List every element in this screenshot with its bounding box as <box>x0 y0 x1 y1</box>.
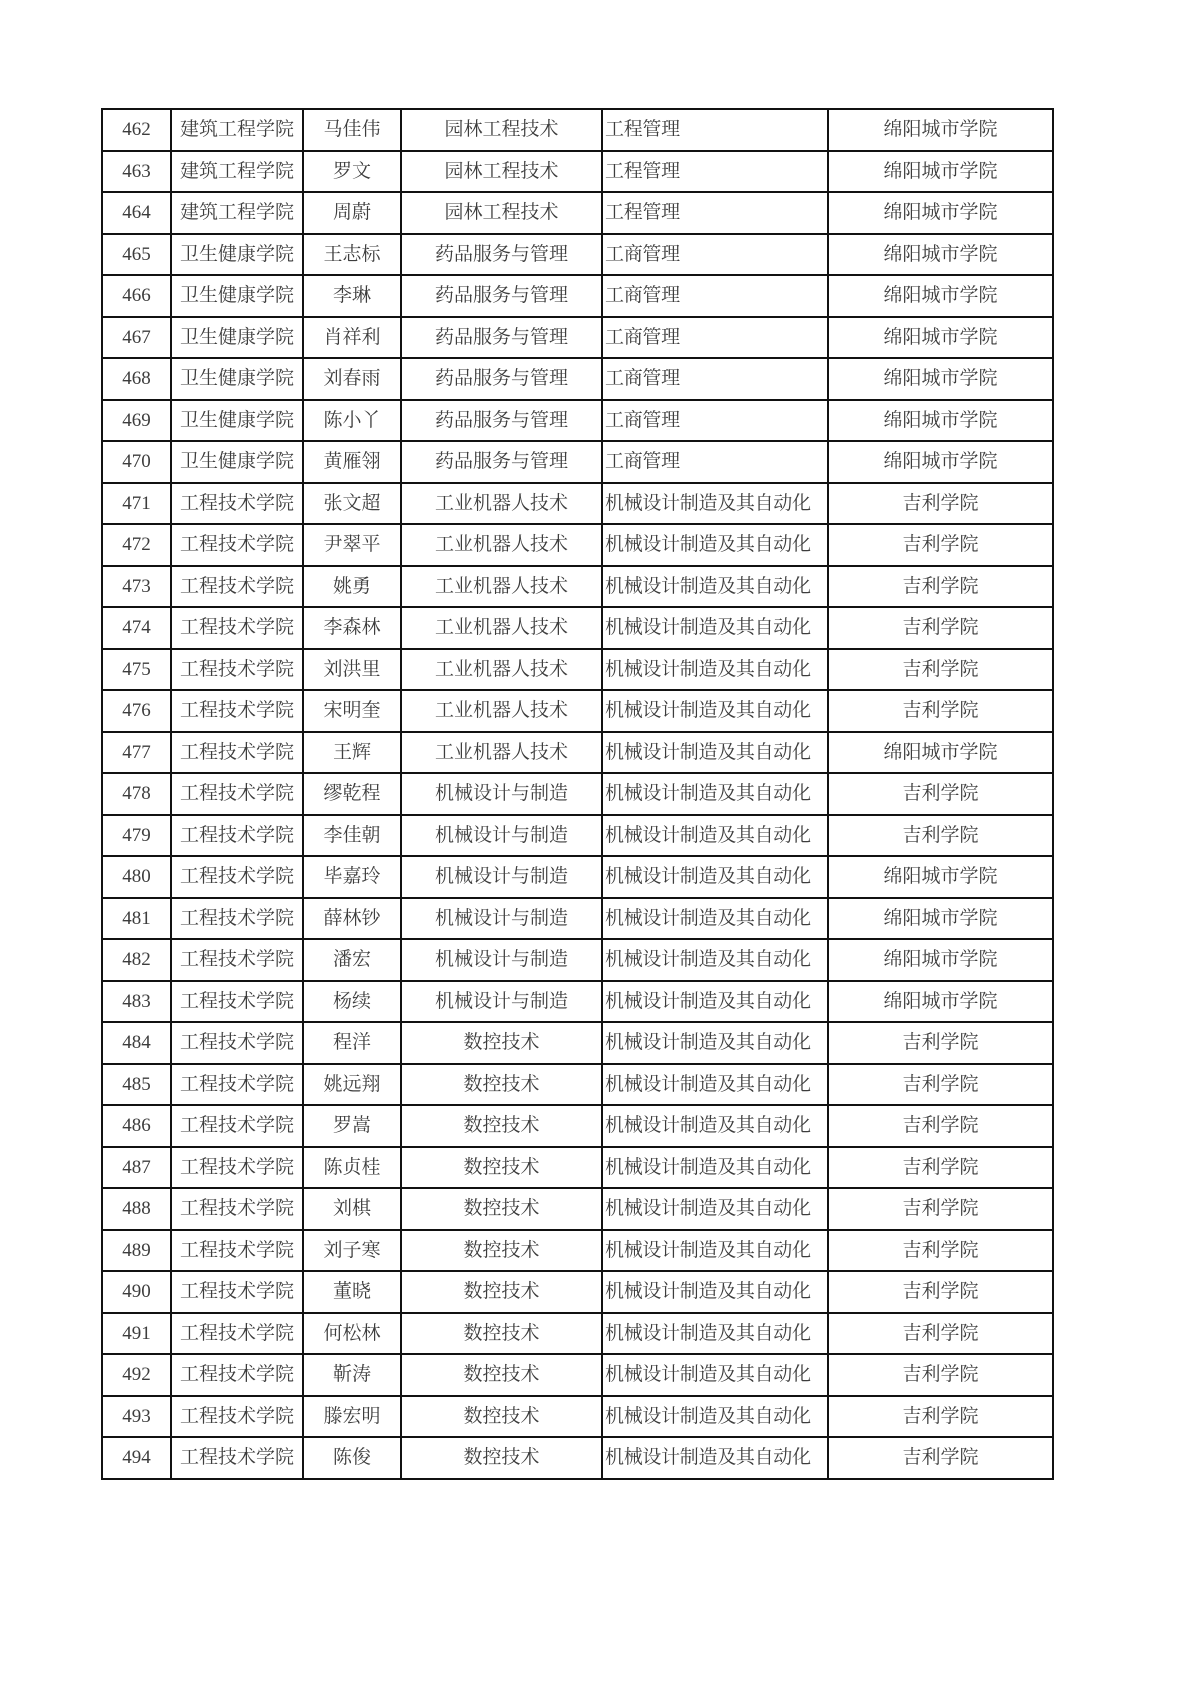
row-number: 492 <box>102 1354 171 1396</box>
target-major-cell: 机械设计制造及其自动化 <box>602 483 828 525</box>
target-major-cell: 机械设计制造及其自动化 <box>602 1354 828 1396</box>
college-cell: 工程技术学院 <box>171 1354 303 1396</box>
table-row <box>102 1230 1053 1272</box>
current-major-cell: 工业机器人技术 <box>401 732 602 774</box>
current-major-cell: 药品服务与管理 <box>401 275 602 317</box>
row-number: 484 <box>102 1022 171 1064</box>
target-school-cell: 绵阳城市学院 <box>828 400 1053 442</box>
current-major-cell: 园林工程技术 <box>401 192 602 234</box>
student-name-cell: 毕嘉玲 <box>303 856 401 898</box>
table-row <box>102 275 1053 317</box>
row-number: 475 <box>102 649 171 691</box>
target-major-cell: 机械设计制造及其自动化 <box>602 856 828 898</box>
row-number: 462 <box>102 109 171 151</box>
row-number: 463 <box>102 151 171 193</box>
target-major-cell: 机械设计制造及其自动化 <box>602 649 828 691</box>
college-cell: 工程技术学院 <box>171 1022 303 1064</box>
student-name-cell: 李佳朝 <box>303 815 401 857</box>
college-cell: 工程技术学院 <box>171 1396 303 1438</box>
target-school-cell: 吉利学院 <box>828 566 1053 608</box>
target-major-cell: 机械设计制造及其自动化 <box>602 1064 828 1106</box>
college-cell: 建筑工程学院 <box>171 109 303 151</box>
row-number: 485 <box>102 1064 171 1106</box>
table-row <box>102 483 1053 525</box>
target-major-cell: 机械设计制造及其自动化 <box>602 732 828 774</box>
row-number: 488 <box>102 1188 171 1230</box>
current-major-cell: 工业机器人技术 <box>401 649 602 691</box>
row-number: 477 <box>102 732 171 774</box>
row-number: 469 <box>102 400 171 442</box>
student-name-cell: 陈俊 <box>303 1437 401 1479</box>
table-row <box>102 1437 1053 1479</box>
college-cell: 工程技术学院 <box>171 939 303 981</box>
student-name-cell: 何松林 <box>303 1313 401 1355</box>
table-row <box>102 317 1053 359</box>
current-major-cell: 数控技术 <box>401 1354 602 1396</box>
target-major-cell: 机械设计制造及其自动化 <box>602 1396 828 1438</box>
current-major-cell: 数控技术 <box>401 1105 602 1147</box>
current-major-cell: 药品服务与管理 <box>401 358 602 400</box>
row-number: 494 <box>102 1437 171 1479</box>
row-number: 466 <box>102 275 171 317</box>
student-name-cell: 董晓 <box>303 1271 401 1313</box>
target-school-cell: 绵阳城市学院 <box>828 981 1053 1023</box>
college-cell: 建筑工程学院 <box>171 192 303 234</box>
table-row <box>102 441 1053 483</box>
table-row <box>102 649 1053 691</box>
current-major-cell: 园林工程技术 <box>401 109 602 151</box>
row-number: 489 <box>102 1230 171 1272</box>
current-major-cell: 机械设计与制造 <box>401 981 602 1023</box>
target-school-cell: 绵阳城市学院 <box>828 441 1053 483</box>
college-cell: 工程技术学院 <box>171 483 303 525</box>
table-row <box>102 898 1053 940</box>
student-name-cell: 罗文 <box>303 151 401 193</box>
target-major-cell: 工商管理 <box>602 234 828 276</box>
college-cell: 工程技术学院 <box>171 1064 303 1106</box>
student-name-cell: 黄雁翎 <box>303 441 401 483</box>
target-school-cell: 绵阳城市学院 <box>828 151 1053 193</box>
college-cell: 卫生健康学院 <box>171 275 303 317</box>
college-cell: 工程技术学院 <box>171 1105 303 1147</box>
table-row <box>102 690 1053 732</box>
row-number: 464 <box>102 192 171 234</box>
target-major-cell: 工商管理 <box>602 400 828 442</box>
row-number: 476 <box>102 690 171 732</box>
target-school-cell: 吉利学院 <box>828 1230 1053 1272</box>
target-major-cell: 工商管理 <box>602 441 828 483</box>
student-name-cell: 滕宏明 <box>303 1396 401 1438</box>
target-school-cell: 吉利学院 <box>828 1064 1053 1106</box>
target-school-cell: 吉利学院 <box>828 1188 1053 1230</box>
table-row <box>102 815 1053 857</box>
target-school-cell: 吉利学院 <box>828 1271 1053 1313</box>
row-number: 472 <box>102 524 171 566</box>
college-cell: 工程技术学院 <box>171 566 303 608</box>
row-number: 490 <box>102 1271 171 1313</box>
row-number: 474 <box>102 607 171 649</box>
row-number: 479 <box>102 815 171 857</box>
target-school-cell: 绵阳城市学院 <box>828 109 1053 151</box>
target-school-cell: 吉利学院 <box>828 1022 1053 1064</box>
student-name-cell: 李琳 <box>303 275 401 317</box>
target-major-cell: 机械设计制造及其自动化 <box>602 1437 828 1479</box>
table-row <box>102 151 1053 193</box>
table-row <box>102 1396 1053 1438</box>
target-major-cell: 工商管理 <box>602 317 828 359</box>
target-school-cell: 吉利学院 <box>828 773 1053 815</box>
row-number: 471 <box>102 483 171 525</box>
student-name-cell: 尹翠平 <box>303 524 401 566</box>
target-school-cell: 吉利学院 <box>828 649 1053 691</box>
row-number: 481 <box>102 898 171 940</box>
current-major-cell: 机械设计与制造 <box>401 815 602 857</box>
target-major-cell: 工商管理 <box>602 275 828 317</box>
target-school-cell: 吉利学院 <box>828 1105 1053 1147</box>
target-school-cell: 吉利学院 <box>828 607 1053 649</box>
table-row <box>102 192 1053 234</box>
target-school-cell: 吉利学院 <box>828 1354 1053 1396</box>
table-row <box>102 1271 1053 1313</box>
row-number: 482 <box>102 939 171 981</box>
row-number: 483 <box>102 981 171 1023</box>
college-cell: 工程技术学院 <box>171 856 303 898</box>
target-major-cell: 机械设计制造及其自动化 <box>602 939 828 981</box>
college-cell: 工程技术学院 <box>171 524 303 566</box>
current-major-cell: 工业机器人技术 <box>401 607 602 649</box>
current-major-cell: 机械设计与制造 <box>401 898 602 940</box>
current-major-cell: 药品服务与管理 <box>401 441 602 483</box>
target-school-cell: 吉利学院 <box>828 1437 1053 1479</box>
college-cell: 卫生健康学院 <box>171 358 303 400</box>
target-school-cell: 吉利学院 <box>828 1147 1053 1189</box>
college-cell: 工程技术学院 <box>171 649 303 691</box>
table-row <box>102 1313 1053 1355</box>
target-school-cell: 吉利学院 <box>828 524 1053 566</box>
row-number: 467 <box>102 317 171 359</box>
row-number: 480 <box>102 856 171 898</box>
table-row <box>102 773 1053 815</box>
target-major-cell: 机械设计制造及其自动化 <box>602 1313 828 1355</box>
target-major-cell: 工商管理 <box>602 358 828 400</box>
current-major-cell: 数控技术 <box>401 1230 602 1272</box>
target-major-cell: 工程管理 <box>602 109 828 151</box>
student-name-cell: 王志标 <box>303 234 401 276</box>
current-major-cell: 工业机器人技术 <box>401 524 602 566</box>
table-row <box>102 358 1053 400</box>
college-cell: 工程技术学院 <box>171 732 303 774</box>
table-row <box>102 1022 1053 1064</box>
target-major-cell: 机械设计制造及其自动化 <box>602 898 828 940</box>
student-name-cell: 刘春雨 <box>303 358 401 400</box>
table-row <box>102 1188 1053 1230</box>
student-name-cell: 缪乾程 <box>303 773 401 815</box>
college-cell: 工程技术学院 <box>171 1230 303 1272</box>
current-major-cell: 园林工程技术 <box>401 151 602 193</box>
current-major-cell: 数控技术 <box>401 1188 602 1230</box>
student-name-cell: 宋明奎 <box>303 690 401 732</box>
college-cell: 工程技术学院 <box>171 898 303 940</box>
current-major-cell: 机械设计与制造 <box>401 856 602 898</box>
target-major-cell: 工程管理 <box>602 151 828 193</box>
target-major-cell: 机械设计制造及其自动化 <box>602 815 828 857</box>
college-cell: 卫生健康学院 <box>171 400 303 442</box>
target-school-cell: 绵阳城市学院 <box>828 358 1053 400</box>
table-row <box>102 939 1053 981</box>
table-row <box>102 109 1053 151</box>
target-school-cell: 吉利学院 <box>828 483 1053 525</box>
row-number: 486 <box>102 1105 171 1147</box>
student-name-cell: 张文超 <box>303 483 401 525</box>
target-school-cell: 绵阳城市学院 <box>828 234 1053 276</box>
target-major-cell: 机械设计制造及其自动化 <box>602 566 828 608</box>
college-cell: 工程技术学院 <box>171 607 303 649</box>
current-major-cell: 数控技术 <box>401 1396 602 1438</box>
row-number: 493 <box>102 1396 171 1438</box>
student-name-cell: 刘棋 <box>303 1188 401 1230</box>
row-number: 478 <box>102 773 171 815</box>
table-row <box>102 566 1053 608</box>
row-number: 470 <box>102 441 171 483</box>
student-name-cell: 姚勇 <box>303 566 401 608</box>
current-major-cell: 药品服务与管理 <box>401 400 602 442</box>
table-row <box>102 1064 1053 1106</box>
table-row <box>102 1354 1053 1396</box>
student-name-cell: 姚远翔 <box>303 1064 401 1106</box>
student-name-cell: 周蔚 <box>303 192 401 234</box>
target-school-cell: 绵阳城市学院 <box>828 192 1053 234</box>
current-major-cell: 工业机器人技术 <box>401 483 602 525</box>
row-number: 473 <box>102 566 171 608</box>
student-roster-table <box>101 108 1054 1480</box>
table-row <box>102 524 1053 566</box>
target-major-cell: 机械设计制造及其自动化 <box>602 524 828 566</box>
college-cell: 卫生健康学院 <box>171 234 303 276</box>
target-school-cell: 绵阳城市学院 <box>828 898 1053 940</box>
current-major-cell: 机械设计与制造 <box>401 773 602 815</box>
student-name-cell: 肖祥利 <box>303 317 401 359</box>
student-name-cell: 陈小丫 <box>303 400 401 442</box>
table-row <box>102 1147 1053 1189</box>
table-row <box>102 981 1053 1023</box>
target-school-cell: 绵阳城市学院 <box>828 856 1053 898</box>
current-major-cell: 药品服务与管理 <box>401 317 602 359</box>
student-name-cell: 程洋 <box>303 1022 401 1064</box>
current-major-cell: 数控技术 <box>401 1271 602 1313</box>
target-major-cell: 机械设计制造及其自动化 <box>602 1022 828 1064</box>
college-cell: 工程技术学院 <box>171 690 303 732</box>
table-row <box>102 856 1053 898</box>
student-name-cell: 王辉 <box>303 732 401 774</box>
table-row <box>102 234 1053 276</box>
student-name-cell: 潘宏 <box>303 939 401 981</box>
target-major-cell: 机械设计制造及其自动化 <box>602 1105 828 1147</box>
student-name-cell: 靳涛 <box>303 1354 401 1396</box>
target-school-cell: 绵阳城市学院 <box>828 732 1053 774</box>
current-major-cell: 工业机器人技术 <box>401 566 602 608</box>
student-name-cell: 陈贞桂 <box>303 1147 401 1189</box>
college-cell: 工程技术学院 <box>171 1147 303 1189</box>
target-major-cell: 机械设计制造及其自动化 <box>602 690 828 732</box>
student-name-cell: 薛林钞 <box>303 898 401 940</box>
student-name-cell: 李森林 <box>303 607 401 649</box>
current-major-cell: 工业机器人技术 <box>401 690 602 732</box>
student-name-cell: 刘子寒 <box>303 1230 401 1272</box>
target-school-cell: 绵阳城市学院 <box>828 939 1053 981</box>
college-cell: 工程技术学院 <box>171 1188 303 1230</box>
table-row <box>102 732 1053 774</box>
target-major-cell: 机械设计制造及其自动化 <box>602 773 828 815</box>
current-major-cell: 数控技术 <box>401 1313 602 1355</box>
target-school-cell: 绵阳城市学院 <box>828 275 1053 317</box>
target-school-cell: 吉利学院 <box>828 690 1053 732</box>
roster-body <box>102 109 1053 1479</box>
student-name-cell: 杨续 <box>303 981 401 1023</box>
college-cell: 工程技术学院 <box>171 1271 303 1313</box>
current-major-cell: 机械设计与制造 <box>401 939 602 981</box>
current-major-cell: 药品服务与管理 <box>401 234 602 276</box>
current-major-cell: 数控技术 <box>401 1022 602 1064</box>
college-cell: 工程技术学院 <box>171 815 303 857</box>
college-cell: 工程技术学院 <box>171 981 303 1023</box>
target-school-cell: 绵阳城市学院 <box>828 317 1053 359</box>
target-major-cell: 工程管理 <box>602 192 828 234</box>
student-name-cell: 马佳伟 <box>303 109 401 151</box>
table-row <box>102 607 1053 649</box>
table-row <box>102 1105 1053 1147</box>
row-number: 491 <box>102 1313 171 1355</box>
target-school-cell: 吉利学院 <box>828 815 1053 857</box>
current-major-cell: 数控技术 <box>401 1064 602 1106</box>
current-major-cell: 数控技术 <box>401 1147 602 1189</box>
target-major-cell: 机械设计制造及其自动化 <box>602 1271 828 1313</box>
college-cell: 工程技术学院 <box>171 1437 303 1479</box>
college-cell: 建筑工程学院 <box>171 151 303 193</box>
target-school-cell: 吉利学院 <box>828 1313 1053 1355</box>
row-number: 487 <box>102 1147 171 1189</box>
college-cell: 卫生健康学院 <box>171 441 303 483</box>
target-major-cell: 机械设计制造及其自动化 <box>602 1188 828 1230</box>
target-school-cell: 吉利学院 <box>828 1396 1053 1438</box>
college-cell: 卫生健康学院 <box>171 317 303 359</box>
target-major-cell: 机械设计制造及其自动化 <box>602 981 828 1023</box>
student-name-cell: 刘洪里 <box>303 649 401 691</box>
row-number: 468 <box>102 358 171 400</box>
college-cell: 工程技术学院 <box>171 1313 303 1355</box>
target-major-cell: 机械设计制造及其自动化 <box>602 607 828 649</box>
student-name-cell: 罗嵩 <box>303 1105 401 1147</box>
college-cell: 工程技术学院 <box>171 773 303 815</box>
target-major-cell: 机械设计制造及其自动化 <box>602 1230 828 1272</box>
current-major-cell: 数控技术 <box>401 1437 602 1479</box>
table-row <box>102 400 1053 442</box>
row-number: 465 <box>102 234 171 276</box>
target-major-cell: 机械设计制造及其自动化 <box>602 1147 828 1189</box>
